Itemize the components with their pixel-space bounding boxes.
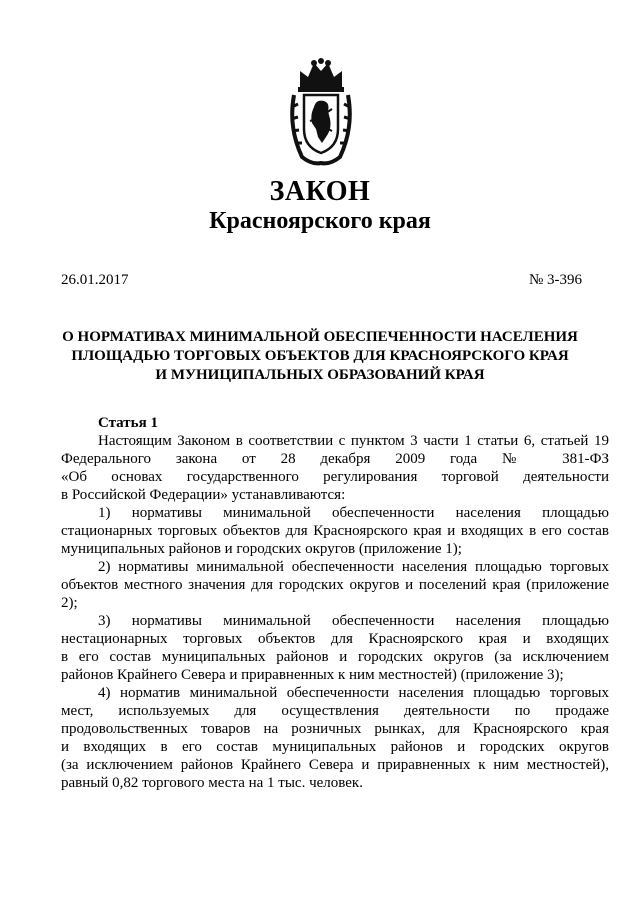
paragraph-line: 2);: [61, 595, 78, 611]
article-body: [61, 414, 609, 792]
article-title: Статья 1: [98, 415, 158, 431]
law-heading: [0, 328, 640, 385]
paragraph-line: и входящих в его состав муниципальных районов и городских округов: [61, 739, 609, 755]
document-date: 26.01.2017: [61, 272, 129, 288]
paragraph-line: объектов местного значения для городских округов и поселений края (приложение: [61, 577, 609, 593]
document-title: ЗАКОН: [269, 176, 371, 207]
paragraph-line: Федерального закона от 28 декабря 2009 года № 381-ФЗ: [61, 451, 609, 467]
paragraph-line: Настоящим Законом в соответствии с пунктом 3 части 1 статьи 6, статьей 19: [98, 433, 609, 449]
paragraph-line: 3) нормативы минимальной обеспеченности населения площадью: [98, 613, 609, 629]
paragraph-line: в Российской Федерации» устанавливаются:: [61, 487, 346, 503]
heading-line: И МУНИЦИПАЛЬНЫХ ОБРАЗОВАНИЙ КРАЯ: [155, 367, 485, 383]
paragraph-line: мест, используемых для осуществления деятельности по продаже: [61, 703, 609, 719]
paragraph-line: нестационарных торговых объектов для Красноярского края и входящих: [61, 631, 609, 647]
coat-of-arms-emblem: [286, 57, 356, 167]
document-number: № 3-396: [528, 272, 582, 288]
paragraph-line: продовольственных товаров на розничных рынках, для Красноярского края: [61, 721, 609, 737]
paragraph-line: муниципальных районов и городских округов (приложение 1);: [61, 541, 462, 557]
heading-line: ПЛОЩАДЬЮ ТОРГОВЫХ ОБЪЕКТОВ ДЛЯ КРАСНОЯРСКОГО КРАЯ: [71, 348, 569, 364]
paragraph-line: 1) нормативы минимальной обеспеченности населения площадью: [98, 505, 609, 521]
paragraph-line: районов Крайнего Севера и приравненных к ним местностей) (приложение 3);: [61, 667, 564, 683]
document-subtitle: Красноярского края: [209, 208, 431, 234]
paragraph-line: «Об основах государственного регулирования торговой деятельности: [61, 469, 609, 485]
paragraph-line: 4) норматив минимальной обеспеченности населения площадью торговых: [98, 685, 609, 701]
paragraph-line: (за исключением районов Крайнего Севера и приравненных к ним местностей),: [61, 757, 609, 773]
paragraph-line: стационарных торговых объектов для Красноярского края и входящих в его состав: [61, 523, 609, 539]
paragraph-line: 2) нормативы минимальной обеспеченности населения площадью торговых: [98, 559, 609, 575]
paragraph-line: в его состав муниципальных районов и городских округов (за исключением: [61, 649, 609, 665]
paragraph-line: равный 0,82 торгового места на 1 тыс. человек.: [61, 775, 363, 791]
heading-line: О НОРМАТИВАХ МИНИМАЛЬНОЙ ОБЕСПЕЧЕННОСТИ НАСЕЛЕНИЯ: [62, 329, 578, 345]
